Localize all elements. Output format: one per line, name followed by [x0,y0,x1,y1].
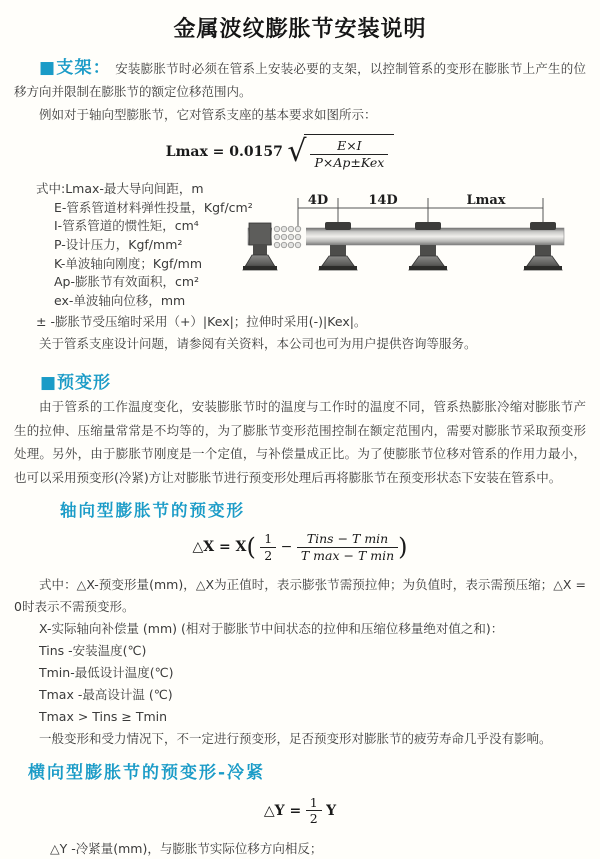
bellows-icon [272,226,306,247]
predeform-paragraph: 由于管系的工作温度变化，安装膨胀节时的温度与工作时的温度不同，管系热膨胀冷缩对膨胀节产生的拉伸、压缩量常常是不均等的，为了膨胀节变形范围控制在额定范围内，需要对膨胀节采取预变形处理。另外，由于膨胀节刚度是一个定值，与补偿量成正比。为了使膨胀节位移对管系的作用力最小，也可以采用预变形(冷紧)方让对膨胀节进行预变形处理后再将膨胀节在预变形状态下安装在管系中。 [14,399,586,485]
support-intro-paragraph [14,57,586,103]
sqrt-radical: √ $\frac{E\times I}{\text{P×Ap±Kex}}$ [287,134,394,170]
page-title: 金属波纹膨胀节安装说明 [173,17,427,42]
lmax-formula-lhs: Lmax = 0.0157 [165,144,283,161]
support-example-line: 例如对于轴向型膨胀节，它对管系支座的基本要求如图所示： [39,107,377,122]
definition-item: P-设计压力，Kgf/mm² [54,237,183,253]
lateral-half-denominator: 2 [309,811,318,827]
lmax-formula-numerator: E×I [310,138,388,155]
axial-formula-lhs: △X = X [192,539,247,556]
support-section-heading: ■支架： [39,58,111,78]
support-spacing-diagram [246,190,600,292]
dim-label-lmax: Lmax [466,193,506,208]
note-line: 一般变形和受力情况下，不一定进行预变形，足否预变形对膨胀节的疲劳寿命几乎没有影响。 [39,730,552,746]
axial-formula-denominator: T max − T min [300,548,395,564]
definition-item: I-管系管道的惯性矩，cm⁴ [54,218,199,234]
axial-explanation-block [14,574,586,750]
lmax-formula [0,134,560,170]
dim-label-14d: 14D [368,193,398,208]
definition-item: 式中:Lmax-最大导向间距，m [36,181,204,197]
definition-item: Ap-膨胀节有效面积，cm² [54,274,200,290]
minus-sign: − [280,539,293,556]
x-definition-line: X-实际轴向补偿量 (mm) (相对于膨胀节中间状态的拉伸和压缩位移量绝对值之和)： [39,620,504,636]
definition-item: K-单波轴向刚度；Kgf/mm [54,255,202,271]
lateral-formula-rhs: Y [326,802,337,819]
definition-item: E-管系管道材料弹性投量，Kgf/cm² [54,199,253,215]
tins-line: Tins -安装温度(℃) [39,642,147,658]
consult-note: 关于管系支座设计问题，请参阅有关资料，本公司也可为用户提供咨询等服务。 [39,336,477,352]
half-numerator: 1 [260,531,276,548]
axial-subheading: 轴向型膨胀节的预变形 [60,501,245,521]
support-intro-text: 安装膨胀节时必须在管系上安装必要的支架，以控制管系的变形在膨胀节上产生的位移方向并限制在膨胀节的额定位移范围内。 [14,61,586,99]
axial-explain-line: 式中：△X-预变形量(mm)，△X为正值时，表示膨张节需预拉伸；为负值时，表示需预压缩；△X = 0时表示不需预变形。 [14,576,586,614]
close-paren: ) [398,533,408,562]
tmin-line: Tmin-最低设计温度(℃) [39,664,174,680]
inequality-line: Tmax > Tins ≥ Tmin [39,708,168,724]
lateral-formula [0,795,600,827]
predeform-section-heading: ■预变形 [40,373,112,394]
lateral-formula-lhs: △Y = [263,802,302,819]
tmax-line: Tmax -最高设计温 (℃) [39,686,173,702]
dim-label-4d: 4D [307,193,329,208]
plus-minus-note: ± -膨胀节受压缩时采用（+）|Kex|；拉伸时采用(-)|Kex|。 [36,314,367,330]
axial-formula-numerator: Tins − T min [297,531,398,548]
half-denominator: 2 [264,548,273,564]
definition-item: ex-单波轴向位移，mm [54,292,186,308]
lateral-half-numerator: 1 [306,795,322,812]
dy-definition-line: △Y -冷紧量(mm)，与膨胀节实际位移方向相反； [50,840,323,856]
lateral-subheading: 横向型膨胀节的预变形-冷紧 [28,762,266,783]
axial-formula [0,531,600,563]
open-paren: ( [246,533,256,562]
lmax-formula-denominator: P×Ap±Kex [314,154,385,170]
